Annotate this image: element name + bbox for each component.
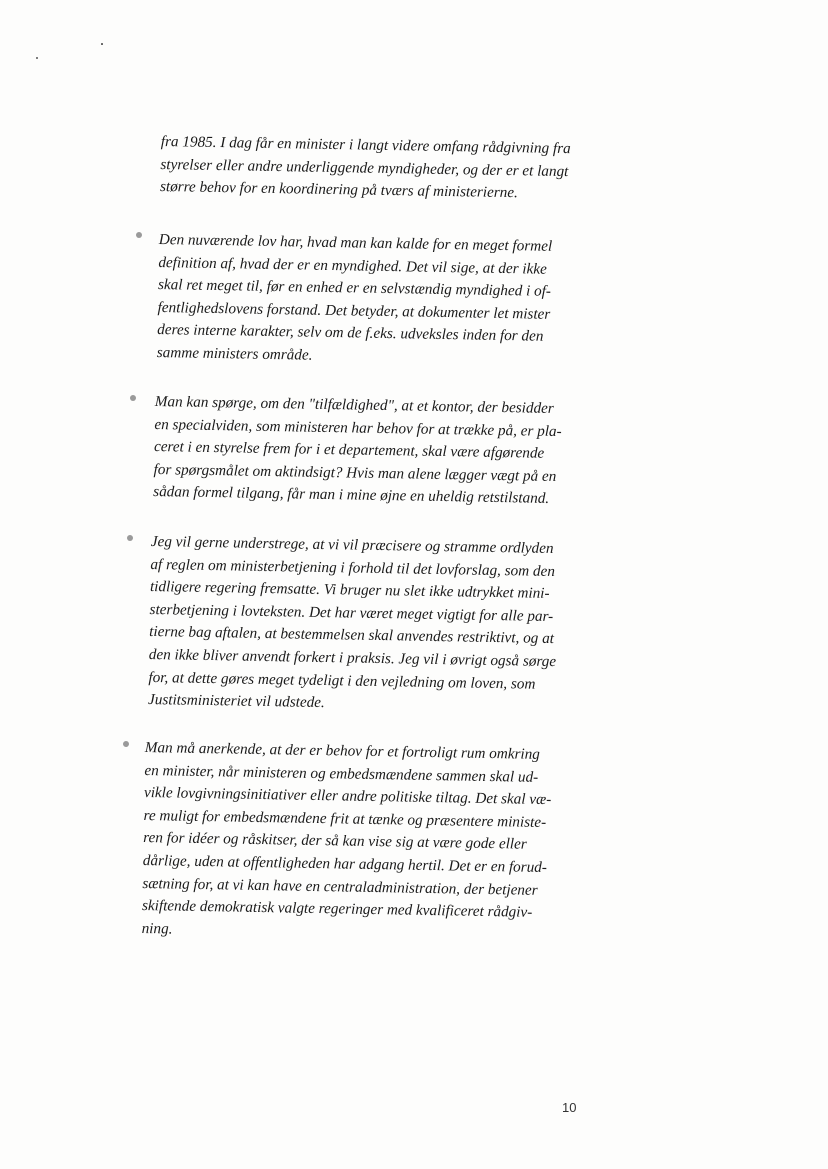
scan-speck xyxy=(101,43,103,45)
text-line: deres interne karakter, selv om de f.eks. udveksles inden for den xyxy=(157,321,544,346)
text-line: for, at dette gøres meget tydeligt i den vejledning om loven, som xyxy=(148,668,536,693)
text-line: Justitsministeriet vil udstede. xyxy=(147,691,325,712)
text-line: sætning for, at vi kan have en centraladministration, der betjener xyxy=(142,874,538,899)
bullet-paragraph xyxy=(141,737,552,947)
text-line: tidligere regering fremsatte. Vi bruger nu slet ikke udtrykket mini- xyxy=(149,578,550,603)
text-line: ren for idéer og råskitser, der så kan vise sig at være gode eller xyxy=(143,829,527,854)
text-line: en minister, når ministeren og embedsmændene sammen skal ud- xyxy=(144,761,539,786)
paragraph-continuation xyxy=(160,131,571,206)
bullet-icon xyxy=(127,535,133,541)
text-line: Jeg vil gerne understrege, at vi vil præcisere og stramme ordlyden xyxy=(150,532,554,558)
text-line: fentlighedslovens forstand. Det betyder, at dokumenter let mister xyxy=(157,298,551,323)
page-number: 10 xyxy=(562,1100,577,1115)
text-line: af reglen om ministerbetjening i forhold til det lovforslag, som den xyxy=(150,555,556,580)
text-line: vikle lovgivningsinitiativer eller andre politiske tiltag. Det skal væ- xyxy=(143,784,552,809)
text-line: styrelser eller andre underliggende myndigheder, og der er et langt xyxy=(160,155,569,180)
bullet-paragraph xyxy=(157,229,553,371)
bullet-paragraph xyxy=(153,391,562,511)
text-line: Man må anerkende, at der er behov for et fortroligt rum omkring xyxy=(144,738,541,763)
text-line: for spørgsmålet om aktindsigt? Hvis man alene lægger vægt på en xyxy=(153,460,557,485)
bullet-paragraph xyxy=(148,531,558,719)
text-line: større behov for en koordinering på tværs af ministerierne. xyxy=(159,178,518,202)
text-line: dårlige, uden at offentligheden har adgang hertil. Det er en forud- xyxy=(142,851,548,877)
bullet-icon xyxy=(136,232,142,238)
bullet-icon xyxy=(123,741,129,747)
text-line: definition af, hvad der er en myndighed. Det vil sige, at der ikke xyxy=(158,253,547,278)
text-line: re muligt for embedsmændene frit at tænke og præsentere ministe- xyxy=(143,806,547,831)
text-line: den ikke bliver anvendt forkert i praksis. Jeg vil i øvrigt også sørge xyxy=(148,645,557,671)
bullet-icon xyxy=(130,395,136,401)
text-line: ceret i en styrelse frem for i et departement, skal være afgørende xyxy=(153,438,545,462)
text-line: tierne bag aftalen, at bestemmelsen skal anvendes restriktivt, og at xyxy=(149,623,555,648)
text-line: sådan formel tilgang, får man i mine øjne en uheldig retstilstand. xyxy=(153,483,550,508)
text-line: skiftende demokratisk valgte regeringer med kvalificeret rådgiv- xyxy=(141,897,533,921)
text-line: sterbetjening i lovteksten. Det har været meget vigtigt for alle par- xyxy=(149,600,554,625)
text-line: en specialviden, som ministeren har behov for at trække på, er pla- xyxy=(154,415,562,440)
text-line: samme ministers område. xyxy=(156,343,313,364)
text-line: fra 1985. I dag får en minister i langt videre omfang rådgivning fra xyxy=(160,132,571,158)
text-line: ning. xyxy=(141,919,173,938)
text-line: Man kan spørge, om den "tilfældighed", at et kontor, der besidder xyxy=(154,392,554,417)
scan-speck xyxy=(36,57,38,59)
text-line: Den nuværende lov har, hvad man kan kalde for en meget formel xyxy=(158,230,553,255)
text-line: skal ret meget til, før en enhed er en selvstændig myndighed i of- xyxy=(157,276,552,301)
